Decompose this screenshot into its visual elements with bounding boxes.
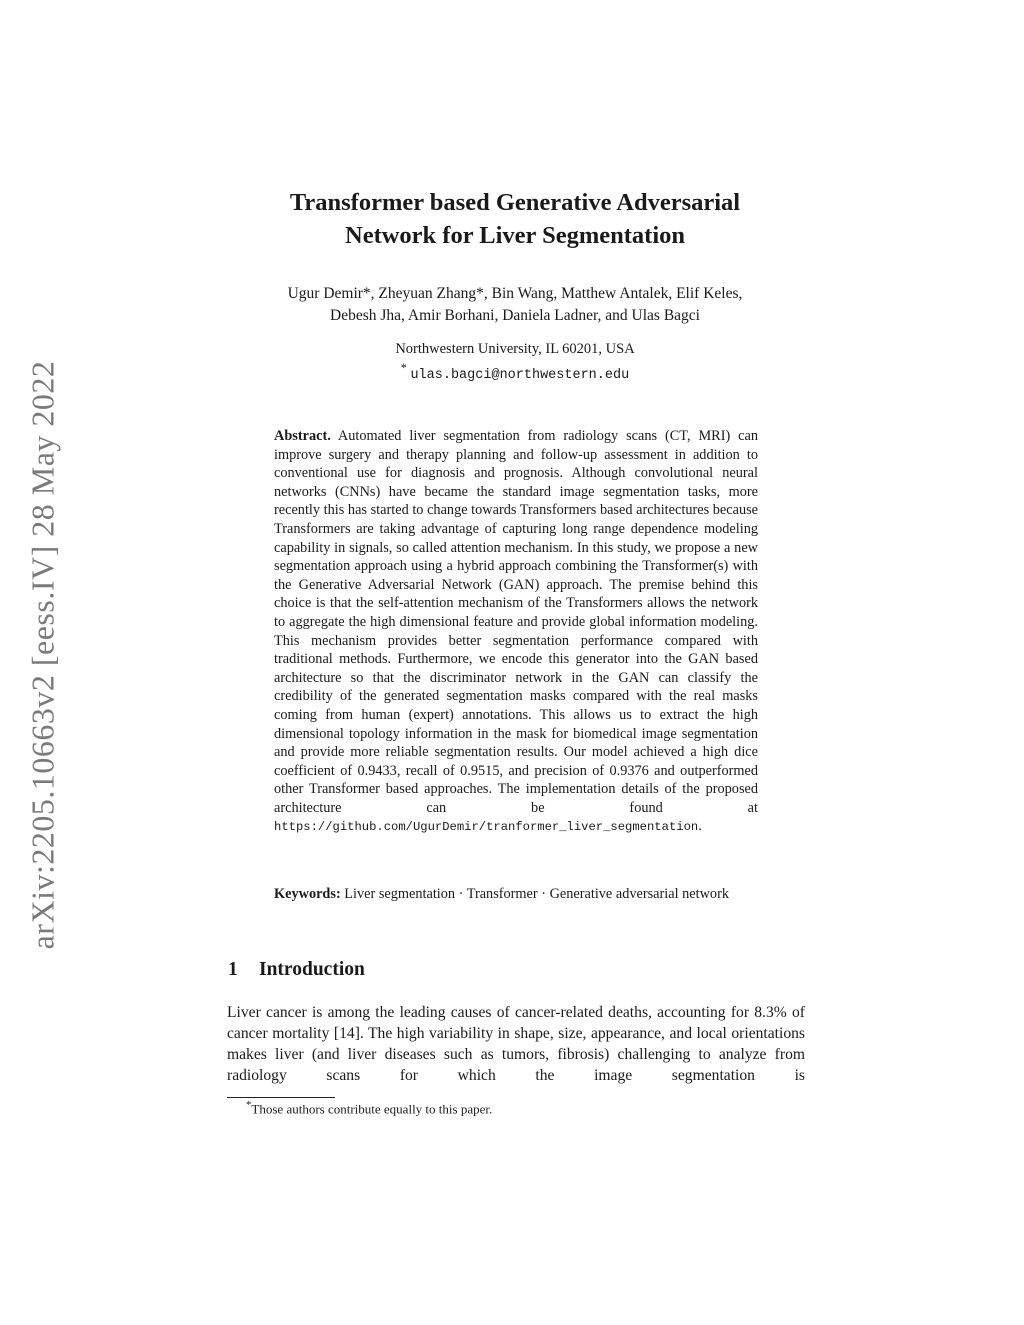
email-marker: * [400,361,407,375]
authors-line-1: Ugur Demir*, Zheyuan Zhang*, Bin Wang, Matthew Antalek, Elif Keles, [287,285,743,302]
email-address[interactable]: ulas.bagci@northwestern.edu [410,367,630,383]
abstract-end: . [698,818,702,835]
authors-line-2: Debesh Jha, Amir Borhani, Daniela Ladner, and Ulas Bagci [330,307,700,324]
paper-title [200,186,830,252]
keywords-text: Liver segmentation · Transformer · Generative adversarial network [344,886,729,902]
affiliation: Northwestern University, IL 60201, USA [395,341,635,357]
affiliation-block [200,340,830,385]
section-title: Introduction [259,959,365,980]
section-number: 1 [228,959,238,980]
abstract-text: Automated liver segmentation from radiology scans (CT, MRI) can improve surgery and therapy planning and follow-up assessment in addition to conventional use for diagnosis and prognosis. Although convolutional neural networks (CNNs) have became the standard image segmentation tasks, more recently this has started to change towards Transformers based architectures because Transformers are taking advantage of capturing long range dependence modeling capability in signals, so called attention mechanism. In this study, we propose a new segmentation approach using a hybrid approach combining the Transformer(s) with the Generative Adversarial Network (GAN) approach. The premise behind this choice is that the self-attention mechanism of the Transformers allows the network to aggregate the high dimensional feature and provide global information modeling. This mechanism provides better segmentation performance compared with traditional methods. Furthermore, we encode this generator into the GAN based architecture so that the discriminator network in the GAN can classify the credibility of the generated segmentation masks compared with the real masks coming from human (expert) annotations. This allows us to extract the high dimensional topology information in the mask for biomedical image segmentation and provide more reliable segmentation results. Our model achieved a high dice coefficient of 0.9433, recall of 0.9515, and precision of 0.9376 and outperformed other Transformer based approaches. The implementation details of the proposed architecture can be found at [274,428,758,816]
arxiv-identifier: arXiv:2205.10663v2 [eess.IV] 28 May 2022 [24,360,61,950]
abstract [274,427,758,837]
footnote-text: Those authors contribute equally to this paper. [251,1101,493,1117]
footnote-marker: * [246,1099,252,1111]
introduction-paragraph: Liver cancer is among the leading causes of cancer-related deaths, accounting for 8.3% of cancer mortality [14]. The high variability in shape, size, appearance, and local orientations makes liver (and liver diseases such as tumors, fibrosis) challenging to analyze from radiology scans for which the image segmentation is [227,1004,805,1084]
title-line-2: Network for Liver Segmentation [345,222,685,249]
title-line-1: Transformer based Generative Adversarial [289,189,741,216]
section-heading [228,957,365,983]
keywords [274,885,758,904]
keywords-label: Keywords: [274,886,341,902]
abstract-label: Abstract. [274,428,331,444]
code-repository-link[interactable]: https://github.com/UgurDemir/tranformer_liver_segmentation [274,820,699,835]
author-list [200,283,830,327]
footnote [246,1096,492,1118]
email-line [200,359,830,385]
